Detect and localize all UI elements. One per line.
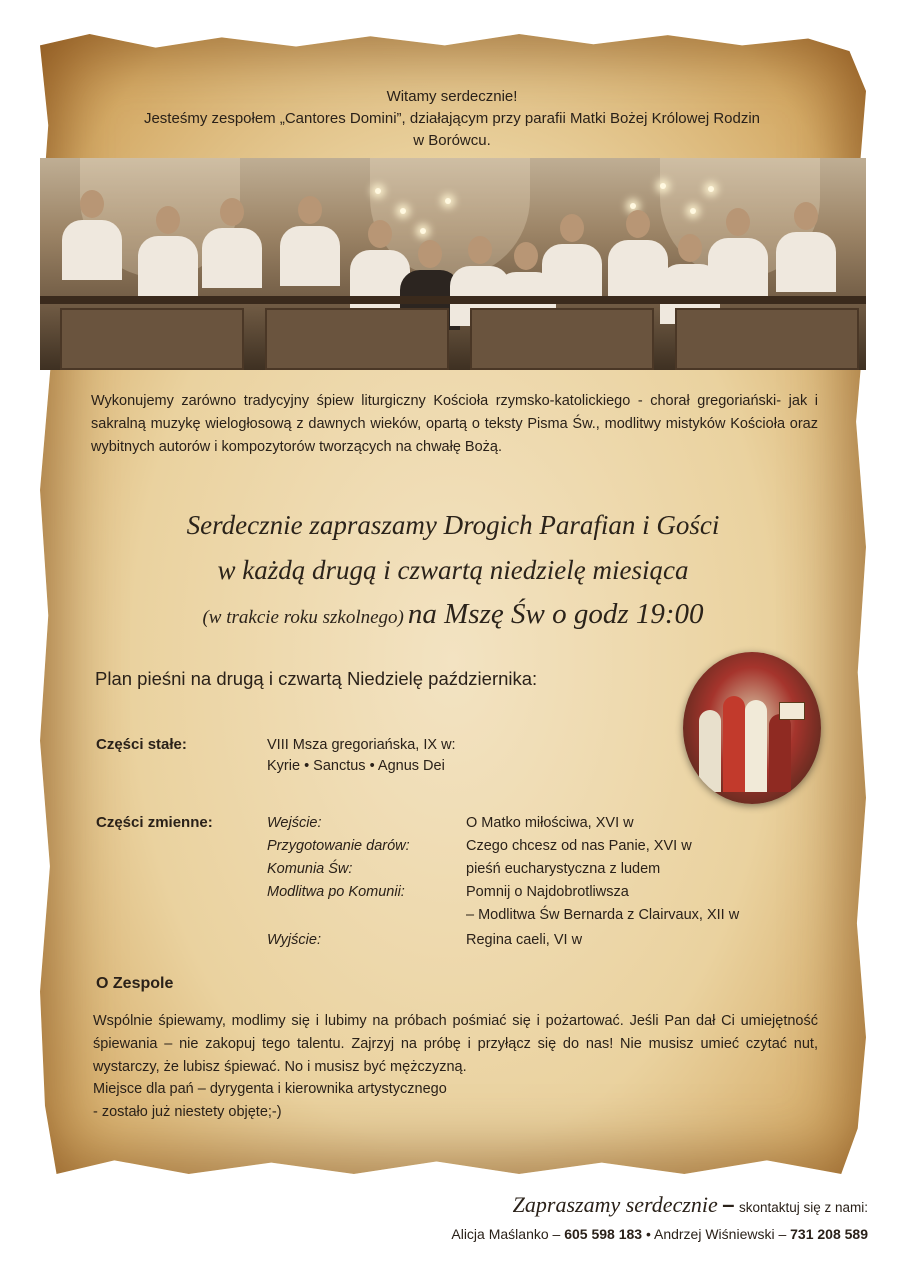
plan-title: Plan pieśni na drugą i czwartą Niedzielę października: bbox=[95, 668, 538, 689]
choir-intro-line: Jesteśmy zespołem „Cantores Domini”, działającym przy parafii Matki Bożej Królowej Rodzin bbox=[143, 110, 761, 127]
contact-phone-1: 605 598 183 bbox=[564, 1226, 643, 1242]
variable-part-name: Przygotowanie darów: bbox=[267, 838, 410, 854]
medieval-illustration-image bbox=[683, 652, 821, 804]
about-line-2: Miejsce dla pań – dyrygenta i kierownika artystycznego bbox=[93, 1081, 447, 1097]
choir-description: Wykonujemy zarówno tradycyjny śpiew liturgiczny Kościoła rzymsko-katolickiego - chorał gregoriański- jak i sakralną muzykę wielogłosową z dawnych wieków, opartą o teksty Pisma Św., modlitwy mistyków Kościoła oraz wybitnych autorów i kompozytorów tworzących na chwałę Bożą. bbox=[91, 393, 818, 455]
contact-name-1: Alicja Maślanko – bbox=[451, 1226, 561, 1242]
choir-location-line: w Borówcu. bbox=[413, 132, 491, 149]
variable-part-song: Regina caeli, VI w bbox=[466, 932, 583, 948]
footer-invite-text: Zapraszamy serdecznie bbox=[512, 1192, 718, 1217]
contact-separator: • bbox=[645, 1226, 651, 1242]
invitation-line-1: Serdecznie zapraszamy Drogich Parafian i Gości bbox=[186, 510, 720, 540]
invitation-note: (w trakcie roku szkolnego) bbox=[202, 607, 404, 628]
variable-parts-label: Części zmienne: bbox=[96, 814, 213, 831]
choir-photo bbox=[40, 158, 866, 370]
about-line-3: - zostało już niestety objęte;-) bbox=[93, 1104, 282, 1120]
footer-invite bbox=[513, 1192, 868, 1218]
variable-part-name: Komunia Św: bbox=[267, 861, 353, 877]
welcome-header bbox=[60, 86, 844, 152]
about-text: Wspólnie śpiewamy, modlimy się i lubimy na próbach pośmiać się i pożartować. Jeśli Pan dał Ci umiejętność śpiewania – nie zakopuj tego talentu. Zajrzyj na próbę i przyłącz się do nas! Nie musisz umieć czytać nut, wystarczy, że lubisz śpiewać. No i musisz być mężczyzną. bbox=[93, 1013, 818, 1075]
contact-phone-2: 731 208 589 bbox=[790, 1226, 868, 1242]
fixed-parts-mass: VIII Msza gregoriańska, IX w: bbox=[267, 737, 456, 753]
invitation-line-2: w każdą drugą i czwartą niedzielę miesiąca bbox=[217, 555, 689, 585]
fixed-parts-label: Części stałe: bbox=[96, 736, 187, 753]
variable-part-song: pieśń eucharystyczna z ludem bbox=[466, 861, 661, 877]
variable-part-song: Pomnij o Najdobrotliwsza bbox=[466, 884, 629, 900]
variable-part-song: Czego chcesz od nas Panie, XVI w bbox=[466, 838, 692, 854]
variable-part-name: Wejście: bbox=[267, 815, 322, 831]
variable-part-song: O Matko miłościwa, XVI w bbox=[466, 815, 634, 831]
variable-part-song: – Modlitwa Św Bernarda z Clairvaux, XII w bbox=[466, 907, 740, 923]
invitation-line-3 bbox=[40, 597, 866, 636]
fixed-parts-list: Kyrie • Sanctus • Agnus Dei bbox=[267, 758, 445, 774]
variable-part-name: Wyjście: bbox=[267, 932, 321, 948]
about-title: O Zespole bbox=[96, 975, 174, 992]
contact-name-2: Andrzej Wiśniewski – bbox=[653, 1226, 787, 1242]
footer-dash: – bbox=[722, 1192, 735, 1217]
contact-lead: skontaktuj się z nami: bbox=[738, 1200, 868, 1215]
contact-line bbox=[451, 1226, 868, 1242]
welcome-line: Witamy serdecznie! bbox=[386, 88, 518, 105]
mass-time: na Mszę Św o godz 19:00 bbox=[407, 598, 704, 630]
variable-part-name: Modlitwa po Komunii: bbox=[267, 884, 405, 900]
